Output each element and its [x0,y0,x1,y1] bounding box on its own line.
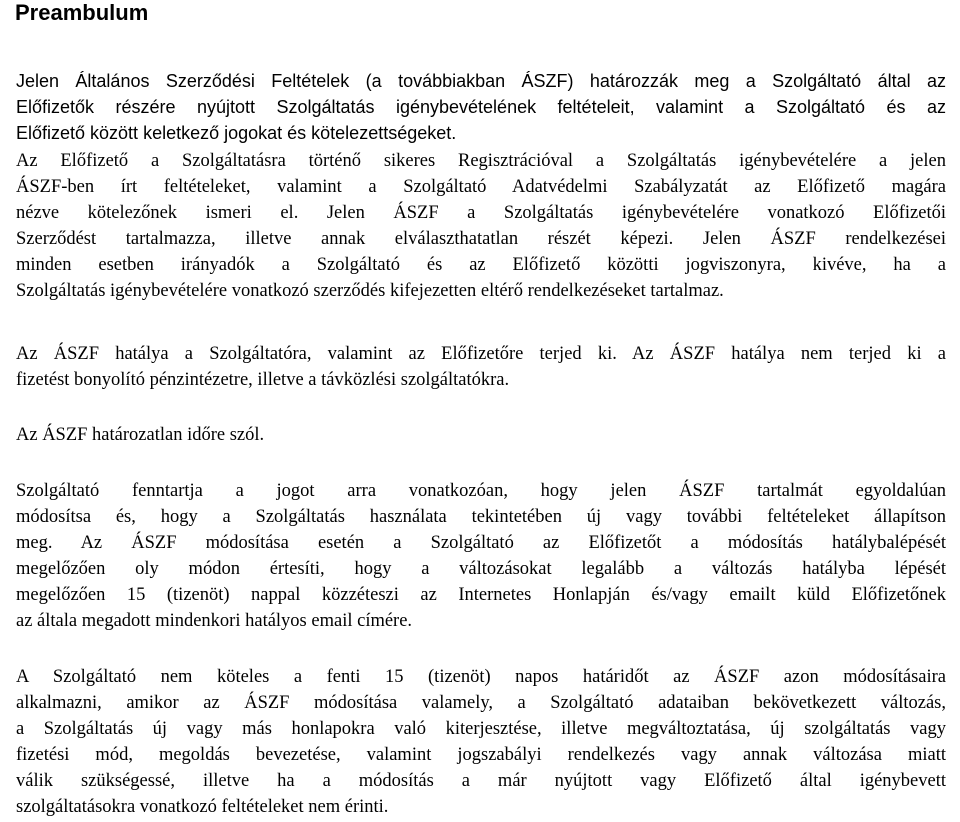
text-line: Az Előfizető a Szolgáltatásra történő sikeres Regisztrációval a Szolgáltatás igénybevételére a jelen [16,151,946,171]
text-line: Szolgáltató fenntartja a jogot arra vonatkozóan, hogy jelen ÁSZF tartalmát egyoldalúan [16,481,946,501]
text-line: minden esetben irányadók a Szolgáltató és az Előfizető közötti jogviszonyra, kivéve, ha a [16,255,946,275]
text-line: az általa megadott mindenkori hatályos email címére. [16,611,413,631]
section-heading: Preambulum [15,0,149,25]
text-line: fizetést bonyolító pénzintézetre, illetve a távközlési szolgáltatókra. [16,370,510,390]
text-line: Előfizetők részére nyújtott Szolgáltatás igénybevételének feltételeit, valamint a Szolgáltató és az [16,97,946,117]
text-line: nézve kötelezőnek ismeri el. Jelen ÁSZF a Szolgáltatás igénybevételére vonatkozó Előfizetői [16,203,946,223]
text-line: Az ÁSZF határozatlan időre szól. [16,425,265,445]
text-line: szolgáltatásokra vonatkozó feltételeket nem érinti. [16,797,389,817]
text-line: Szolgáltatás igénybevételére vonatkozó szerződés kifejezetten eltérő rendelkezéseket tartalmaz. [16,281,724,301]
paragraph-modification [16,478,946,634]
text-line: fizetési mód, megoldás bevezetése, valamint jogszabályi rendelkezés vagy annak változása miatt [16,745,946,765]
text-line: Szerződést tartalmazza, illetve annak elválaszthatatlan részét képezi. Jelen ÁSZF rendelkezései [16,229,946,249]
paragraph-duration [16,422,946,448]
text-line: a Szolgáltatás új vagy más honlapokra való kiterjesztése, illetve megváltoztatása, új szolgáltatás vagy [16,719,946,739]
text-line: ÁSZF-ben írt feltételeket, valamint a Szolgáltató Adatvédelmi Szabályzatát az Előfizető magára [16,177,946,197]
paragraph-scope [16,341,946,393]
text-line: Az ÁSZF hatálya a Szolgáltatóra, valamint az Előfizetőre terjed ki. Az ÁSZF hatálya nem terjed ki a [16,344,946,364]
paragraph-acceptance [16,148,946,304]
paragraph-intro [16,68,946,146]
text-line: módosítsa és, hogy a Szolgáltatás használata tekintetében új vagy további feltételeket állapítson [16,507,946,527]
text-line: megelőzően 15 (tizenöt) nappal közzéteszi az Internetes Honlapján és/vagy emailt küld Előfizetőnek [16,585,946,605]
text-line: alkalmazni, amikor az ÁSZF módosítása valamely, a Szolgáltató adataiban bekövetkezett változás, [16,693,946,713]
text-line: Jelen Általános Szerződési Feltételek (a továbbiakban ÁSZF) határozzák meg a Szolgáltató által az [16,71,946,91]
text-line: megelőzően oly módon értesíti, hogy a változásokat legalább a változás hatályba lépését [16,559,946,579]
text-line: A Szolgáltató nem köteles a fenti 15 (tizenöt) napos határidőt az ÁSZF azon módosításaira [16,667,946,687]
text-line: meg. Az ÁSZF módosítása esetén a Szolgáltató az Előfizetőt a módosítás hatálybalépését [16,533,946,553]
text-line: válik szükségessé, illetve ha a módosítás a már nyújtott vagy Előfizető által igénybevett [16,771,946,791]
paragraph-exceptions [16,664,946,820]
text-line: Előfizető között keletkező jogokat és kötelezettségeket. [16,123,457,143]
